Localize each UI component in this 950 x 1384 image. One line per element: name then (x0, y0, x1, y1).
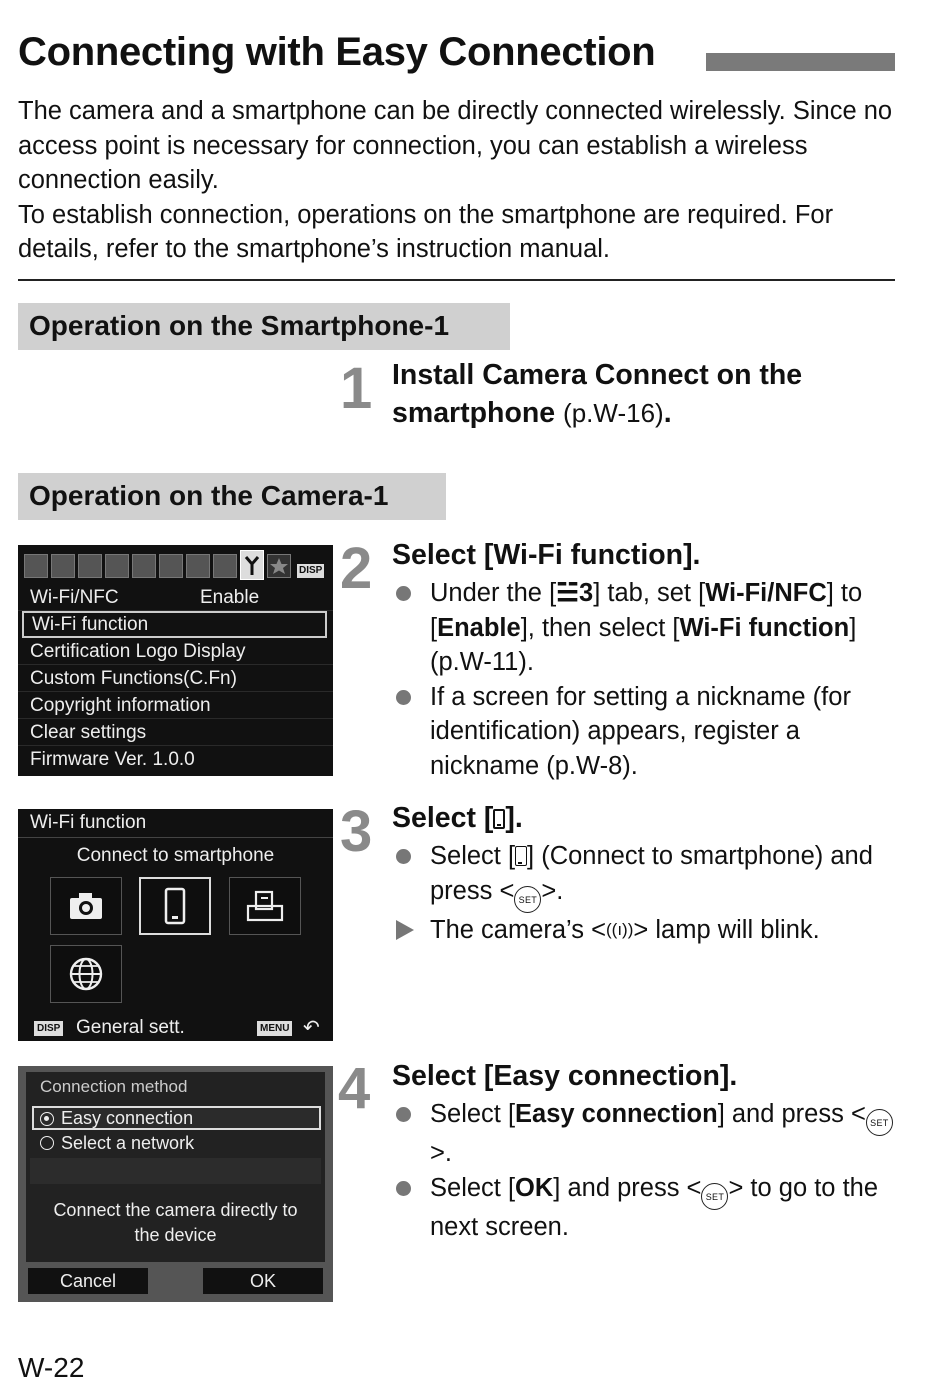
step-2-bullet-2: If a screen for setting a nickname (for identification) appears, register a nickname (p.W-8). (392, 680, 902, 784)
setup-tab-icon (213, 554, 237, 578)
option-label: Easy connection (61, 1108, 194, 1128)
step-4-content (392, 1057, 902, 1244)
screen-header: Connection method (40, 1077, 188, 1096)
menu-row-value: Enable (200, 587, 260, 608)
smartphone-icon (515, 846, 527, 866)
menu-row-label: Wi-Fi/NFC (30, 587, 119, 608)
menu-row-custom-functions (18, 665, 333, 692)
cancel-button: Cancel (28, 1268, 148, 1294)
menu-button-icon: MENU (257, 1021, 292, 1036)
step-number-4: 4 (338, 1056, 371, 1121)
page-title: Connecting with Easy Connection (18, 30, 656, 74)
radio-selected-icon (40, 1112, 54, 1126)
step-1-title-end: . (663, 397, 672, 429)
step-number-3: 3 (340, 799, 373, 864)
section-heading-smartphone: Operation on the Smartphone-1 (18, 303, 510, 350)
wireless-lamp-icon: ((ı)) (606, 919, 634, 939)
camera-tab-icon (78, 554, 102, 578)
step-4-title: Select [Easy connection]. (392, 1060, 738, 1092)
step-number-1: 1 (340, 356, 373, 421)
camera-tab-icon (51, 554, 75, 578)
intro-paragraph-2: To establish connection, operations on the smartphone are required. For details, refer to the smartphone’s instruction manual. (18, 200, 834, 263)
camera-tab-icon (105, 554, 129, 578)
step-4-bullet-2: Select [OK] and press < SET > to go to the next screen. (392, 1171, 902, 1245)
menu-tabs (24, 550, 324, 580)
menu-row-clear-settings (18, 719, 333, 746)
return-icon: ↶ (303, 1017, 320, 1039)
step-3-bullet-1: Select [ ] (Connect to smartphone) and press < SET >. (392, 839, 902, 913)
setup-tab-icon (186, 554, 210, 578)
setup-tab-3-icon (240, 550, 264, 580)
menu-row-label: Wi-Fi function (32, 614, 149, 635)
option-easy-connection-selected (32, 1106, 321, 1130)
smartphone-icon (139, 877, 211, 935)
menu-row-label: Firmware Ver. 1.0.0 (30, 749, 195, 770)
disp-badge: DISP (299, 565, 323, 576)
connection-description: Connect the camera directly to the device (53, 1200, 298, 1245)
section-heading-camera: Operation on the Camera-1 (18, 473, 446, 520)
radio-unselected-icon (40, 1136, 54, 1150)
step-3-title: Select [ ]. (392, 802, 523, 834)
step-1-page-ref: (p.W-16) (563, 398, 664, 428)
intro-text (18, 94, 908, 267)
menu-row-label: Custom Functions(C.Fn) (30, 668, 237, 689)
menu-row-label: Copyright information (30, 695, 211, 716)
playback-tab-icon (159, 554, 183, 578)
camera-transfer-icon (50, 877, 122, 935)
print-icon (229, 877, 301, 935)
playback-tab-icon (132, 554, 156, 578)
ok-button: OK (203, 1268, 323, 1294)
menu-row-cert-logo (18, 638, 333, 665)
disp-button-icon: DISP (34, 1021, 63, 1036)
set-button-icon: SET (701, 1183, 728, 1210)
step-4-bullet-1: Select [Easy connection] and press < SET>. (392, 1097, 902, 1171)
step-number-2: 2 (340, 536, 373, 601)
step-2-title: Select [Wi-Fi function]. (392, 539, 701, 571)
menu-row-wifi-function-selected (22, 611, 327, 638)
web-service-icon (50, 945, 122, 1003)
setup-tab-3-ref: ☱3 (556, 579, 594, 607)
step-3-content (392, 799, 902, 947)
step-2-content (392, 536, 902, 783)
camera-screen-wifi-function (18, 809, 333, 1041)
menu-row-firmware (18, 746, 333, 773)
smartphone-icon (493, 809, 505, 829)
menu-row-label: Clear settings (30, 722, 147, 743)
set-button-icon: SET (514, 886, 541, 913)
page-number: W-22 (18, 1352, 85, 1383)
menu-row-copyright (18, 692, 333, 719)
menu-row-label: Certification Logo Display (30, 641, 246, 662)
menu-row-wifi-nfc (18, 584, 333, 611)
selected-function-label: Connect to smartphone (76, 845, 275, 866)
screen-header: Wi-Fi function (30, 812, 147, 833)
set-button-icon: SET (866, 1109, 893, 1136)
option-label: Select a network (61, 1133, 195, 1153)
my-menu-tab-icon (267, 554, 291, 578)
title-decoration-bar (706, 53, 895, 71)
divider (18, 279, 895, 281)
camera-screen-setup-menu (18, 545, 333, 776)
step-1-title (392, 356, 902, 432)
intro-paragraph-1: The camera and a smartphone can be directly connected wirelessly. Since no access point is necessary for connection, you can establish a wireless connection easily. (18, 97, 893, 194)
step-3-bullet-2: The camera’s <((ı))> lamp will blink. (392, 913, 902, 948)
option-select-network (32, 1132, 321, 1156)
step-1-title-text: Install Camera Connect on the smartphone (392, 359, 803, 429)
step-2-bullet-1: Under the [☱3] tab, set [Wi-Fi/NFC] to [Enable], then select [Wi-Fi function] (p.W-11). (392, 576, 902, 680)
camera-tab-icon (24, 554, 48, 578)
camera-screen-connection-method (18, 1066, 333, 1302)
general-settings-label: General sett. (76, 1017, 185, 1038)
